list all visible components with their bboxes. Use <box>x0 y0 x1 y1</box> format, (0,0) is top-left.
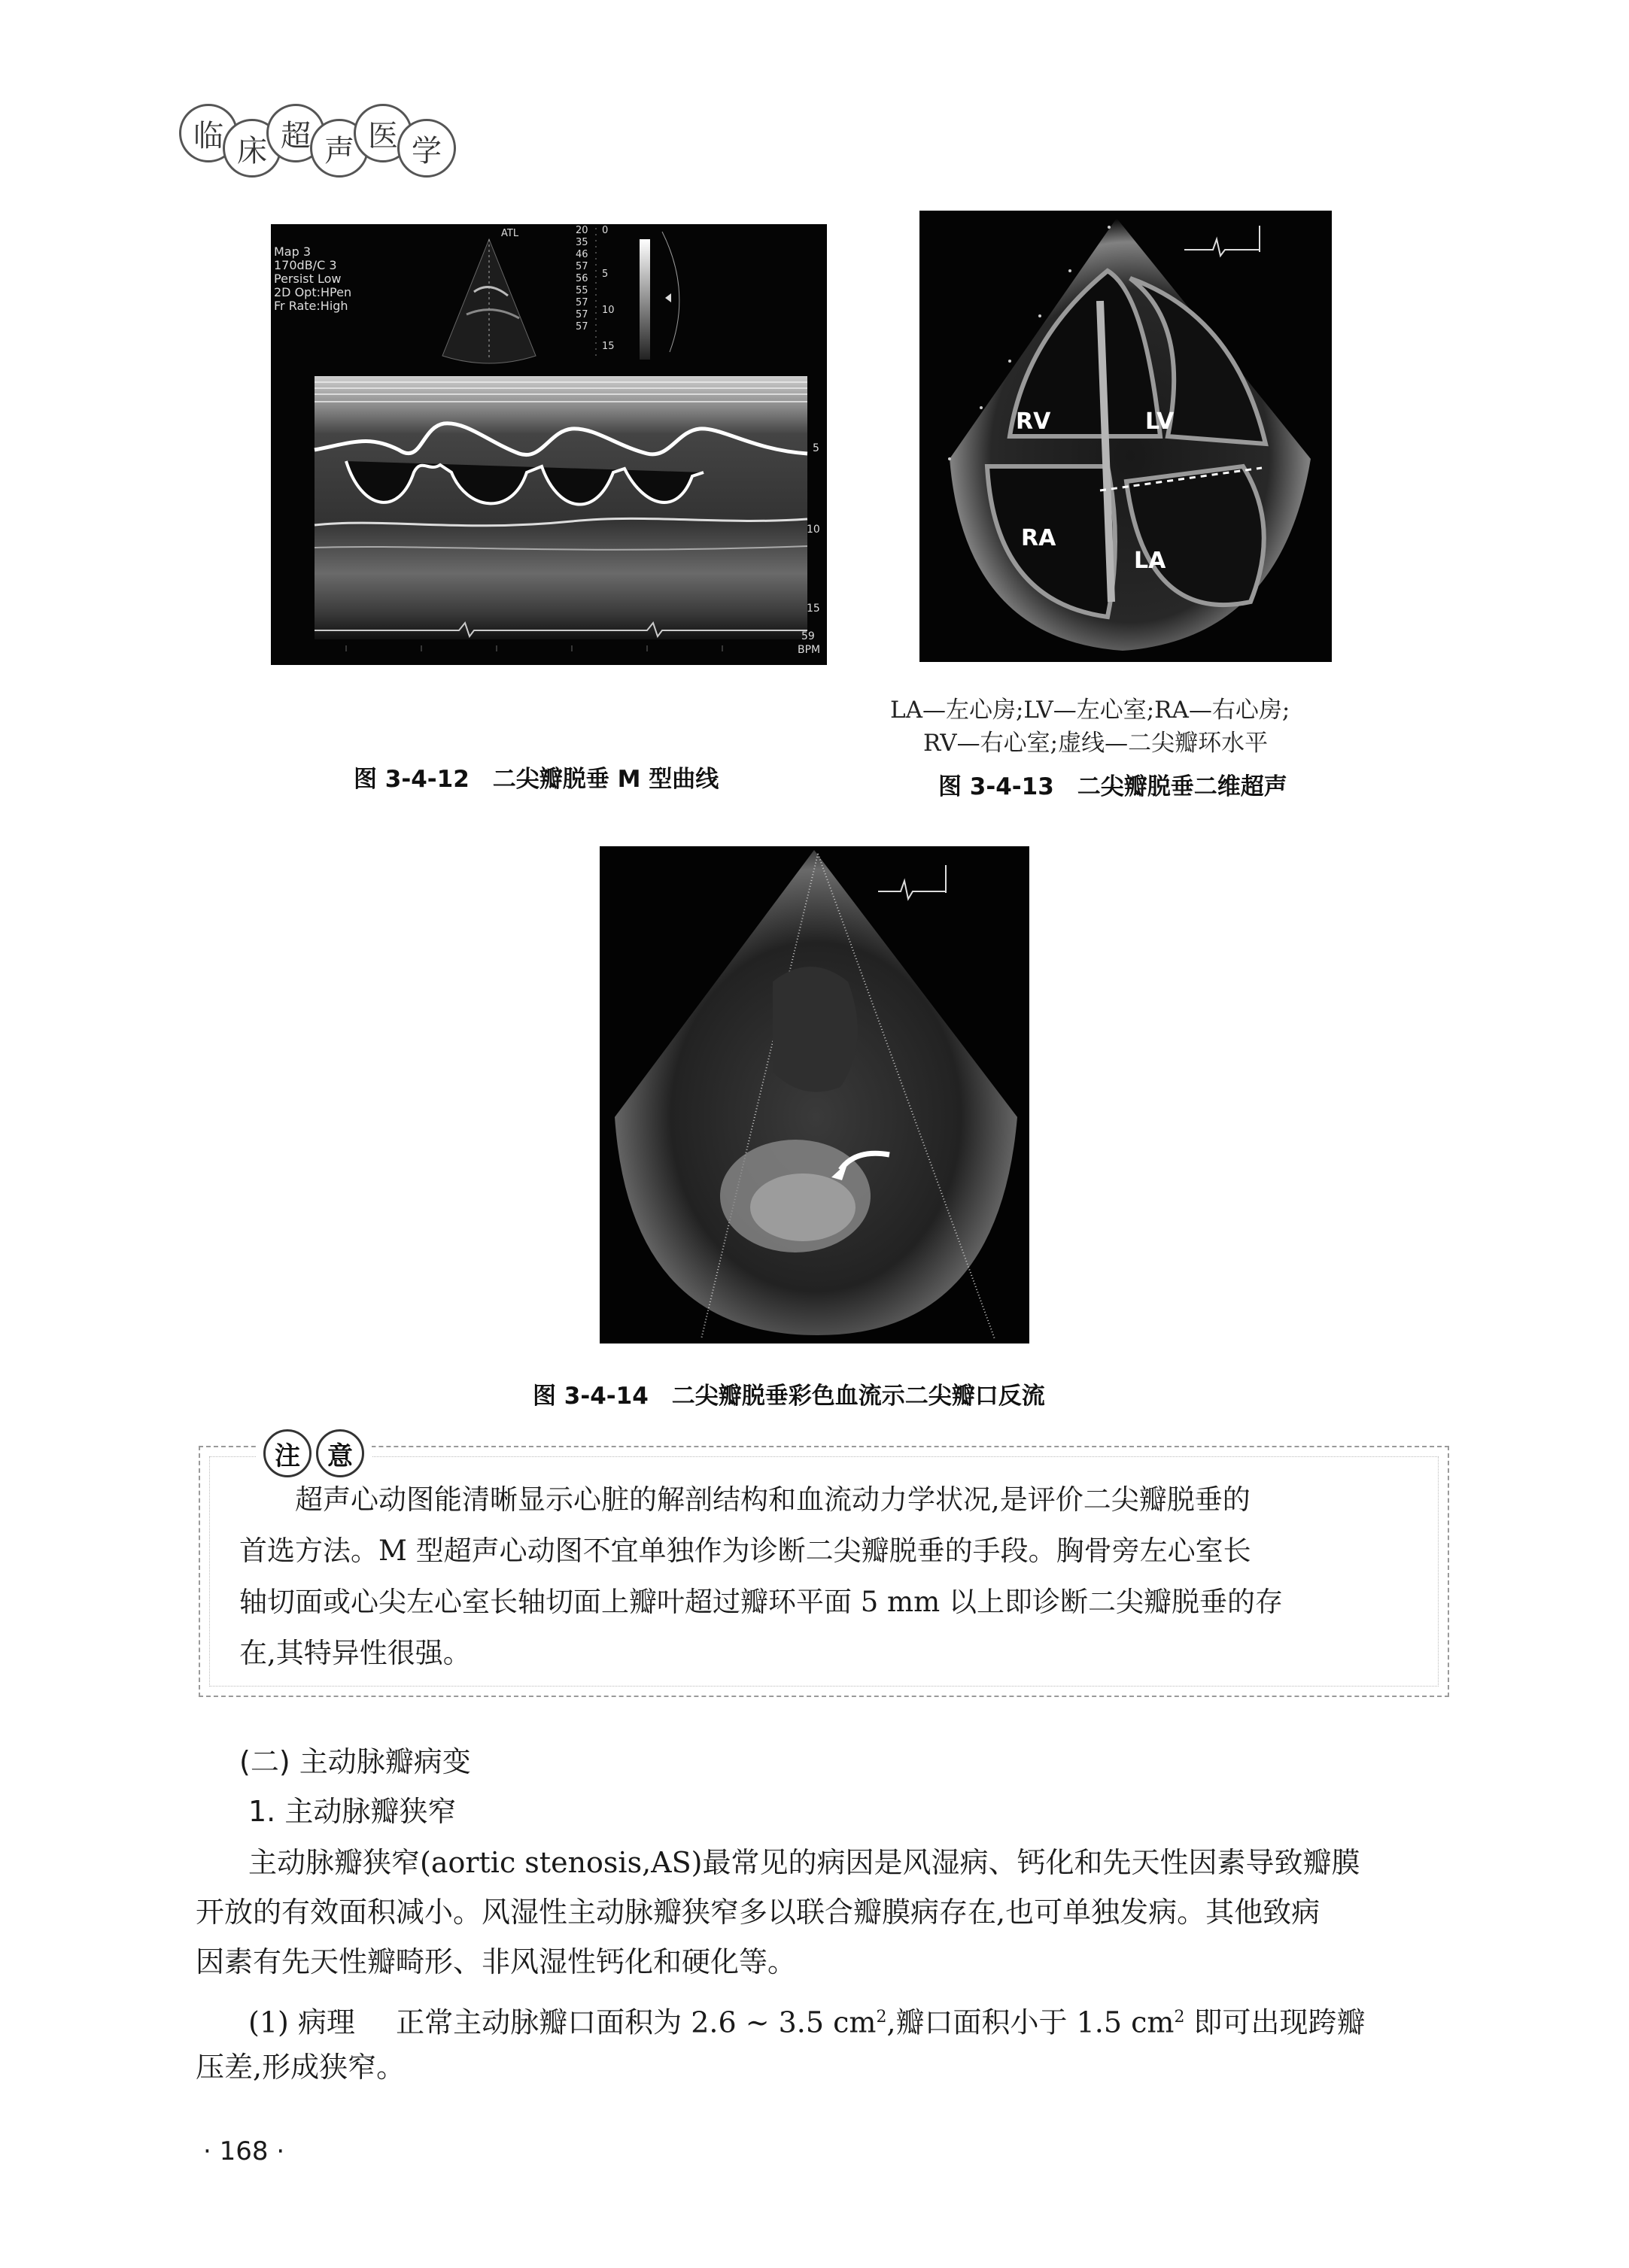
atl-logo: ATL <box>501 228 519 239</box>
overlay-text: Map 3 <box>274 244 312 259</box>
notice-line: 在,其特异性很强。 <box>239 1637 471 1669</box>
figure14-caption: 图 3-4-14 二尖瓣脱垂彩色血流示二尖瓣口反流 <box>533 1383 1045 1410</box>
scale-value: 56 <box>576 273 588 284</box>
paragraph-line: 压差,形成狭窄。 <box>196 2051 406 2084</box>
paragraph-line: 开放的有效面积减小。风湿性主动脉瓣狭窄多以联合瓣膜病存在,也可单独发病。其他致病 <box>196 1896 1321 1929</box>
depth-tick: 10 <box>602 305 615 316</box>
header-char: 学 <box>397 119 456 178</box>
scale-value: 20 <box>576 225 588 236</box>
scale-value: 55 <box>576 285 588 296</box>
notice-badge-char: 意 <box>316 1429 364 1477</box>
pathology-text: 正常主动脉瓣口面积为 2.6 ~ 3.5 cm <box>396 2005 877 2039</box>
grayscale-bar <box>640 239 650 360</box>
mmode-strip <box>315 376 807 639</box>
scale-value: 46 <box>576 249 588 260</box>
bpm-unit: BPM <box>798 644 821 656</box>
figure13-note-line: LA—左心房;LV—左心室;RA—右心房; <box>890 697 1290 724</box>
scale-value: 57 <box>576 309 588 320</box>
header-char: 医 <box>354 104 412 162</box>
paragraph-line: 主动脉瓣狭窄(aortic stenosis,AS)最常见的病因是风湿病、钙化和先天性因素导致瓣膜 <box>248 1846 1360 1879</box>
label-rv: RV <box>1016 408 1051 435</box>
notice-line: 超声心动图能清晰显示心脏的解剖结构和血流动力学状况,是评价二尖瓣脱垂的 <box>295 1483 1251 1516</box>
header-char: 床 <box>223 119 281 178</box>
pathology-line <box>248 1993 1366 2047</box>
overlay-text: 170dB/C 3 <box>274 258 337 272</box>
figure13-note-line: RV—右心室;虚线—二尖瓣环水平 <box>923 730 1269 757</box>
2d-echo-image <box>919 211 1332 662</box>
figure12-caption: 图 3-4-12 二尖瓣脱垂 M 型曲线 <box>354 766 719 793</box>
overlay-text: Fr Rate:High <box>274 299 348 313</box>
pathology-text: 即可出现跨瓣 <box>1184 2005 1366 2039</box>
notice-badge-char: 注 <box>263 1429 312 1477</box>
depth-tick: 15 <box>602 341 615 352</box>
overlay-text: Persist Low <box>274 272 342 286</box>
depth-tick: 0 <box>602 225 609 236</box>
overlay-text: 2D Opt:HPen <box>274 285 352 299</box>
mmode-tick: 5 <box>813 442 819 454</box>
pathology-label: (1) 病理 <box>248 2005 355 2039</box>
pathology-text: ,瓣口面积小于 1.5 cm <box>886 2005 1175 2039</box>
bpm-value: 59 <box>801 630 815 642</box>
header-char: 声 <box>310 119 369 178</box>
superscript: 2 <box>1174 2008 1185 2027</box>
header-char: 临 <box>179 104 238 162</box>
scale-value: 57 <box>576 321 588 332</box>
scale-value: 57 <box>576 261 588 272</box>
subsection-heading: 1. 主动脉瓣狭窄 <box>248 1795 457 1828</box>
mmode-tick: 10 <box>807 524 820 536</box>
scale-value: 35 <box>576 237 588 248</box>
header-char: 超 <box>266 104 325 162</box>
label-ra: RA <box>1021 525 1056 551</box>
label-lv: LV <box>1145 408 1175 435</box>
figure13-caption: 图 3-4-13 二尖瓣脱垂二维超声 <box>938 773 1287 800</box>
page-number: · 168 · <box>203 2136 285 2166</box>
superscript: 2 <box>876 2008 887 2027</box>
notice-line: 轴切面或心尖左心室长轴切面上瓣叶超过瓣环平面 5 mm 以上即诊断二尖瓣脱垂的存 <box>239 1586 1283 1618</box>
label-la: LA <box>1134 548 1166 574</box>
notice-badge <box>256 1429 372 1477</box>
color-doppler-image <box>600 846 1029 1343</box>
scale-value: 57 <box>576 297 588 308</box>
mmode-tick: 15 <box>807 603 820 615</box>
notice-line: 首选方法。M 型超声心动图不宜单独作为诊断二尖瓣脱垂的手段。胸骨旁左心室长 <box>239 1535 1251 1567</box>
section-heading: (二) 主动脉瓣病变 <box>239 1745 471 1778</box>
book-title-header <box>179 104 450 169</box>
depth-tick: 5 <box>602 269 609 280</box>
paragraph-line: 因素有先天性瓣畸形、非风湿性钙化和硬化等。 <box>196 1945 797 1978</box>
mmode-echo-image <box>271 224 827 665</box>
